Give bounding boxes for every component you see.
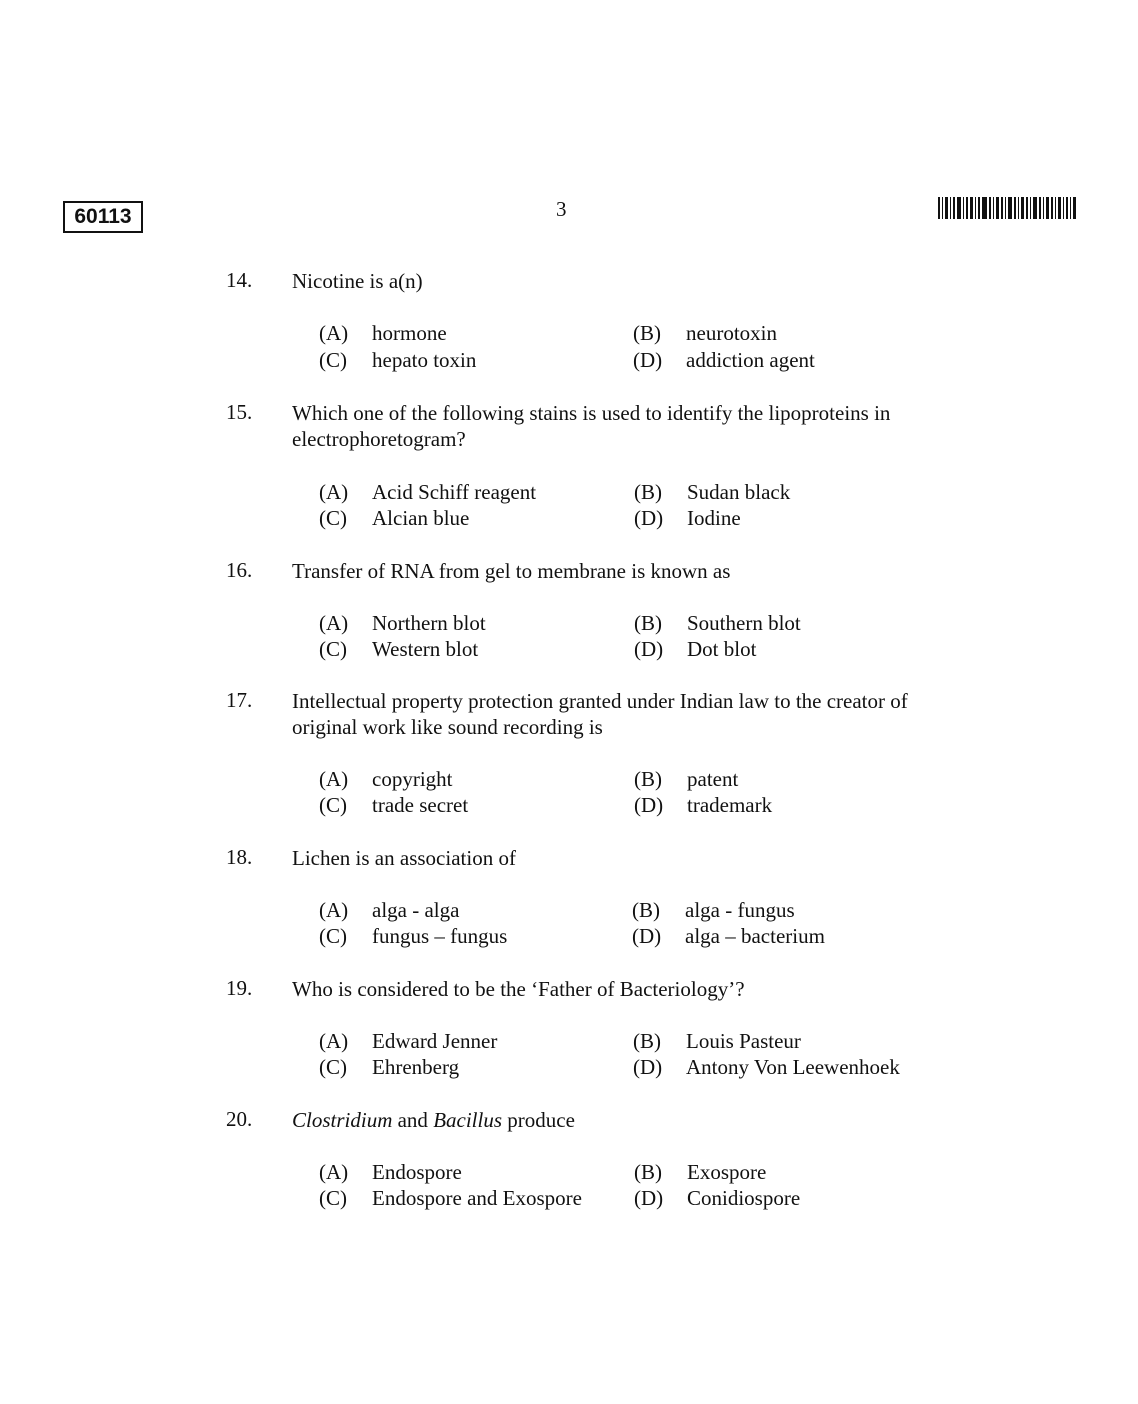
paper-code-box bbox=[63, 201, 143, 233]
option-letter: (D) bbox=[634, 506, 664, 530]
question-text-mid: and bbox=[392, 1108, 434, 1132]
option-letter: (A) bbox=[319, 898, 349, 922]
option-text: Southern blot bbox=[687, 611, 801, 635]
option-letter: (A) bbox=[319, 1160, 349, 1184]
option-letter: (C) bbox=[319, 793, 347, 817]
option-letter: (A) bbox=[319, 321, 349, 345]
question-text: Which one of the following stains is used to identify the lipoproteins in electrophoretogram? bbox=[292, 401, 891, 451]
option-text: hormone bbox=[372, 321, 447, 345]
option-text: Edward Jenner bbox=[372, 1029, 498, 1053]
barcode-icon bbox=[938, 197, 1076, 219]
question-number: 16. bbox=[226, 558, 253, 582]
question-text: Intellectual property protection granted under Indian law to the creator of original work like sound recording is bbox=[292, 689, 908, 739]
option-text: Ehrenberg bbox=[372, 1055, 460, 1079]
page-number: 3 bbox=[556, 197, 567, 221]
option-letter: (D) bbox=[634, 637, 664, 661]
option-letter: (C) bbox=[319, 348, 347, 372]
option-text: alga - fungus bbox=[685, 898, 795, 922]
option-text: Western blot bbox=[372, 637, 479, 661]
option-text: Louis Pasteur bbox=[686, 1029, 801, 1053]
question-text bbox=[292, 1107, 952, 1133]
option-text: hepato toxin bbox=[372, 348, 477, 372]
option-text: Antony Von Leewenhoek bbox=[686, 1055, 900, 1079]
question-text: Lichen is an association of bbox=[292, 846, 516, 870]
question-text: Transfer of RNA from gel to membrane is known as bbox=[292, 559, 731, 583]
option-text: addiction agent bbox=[686, 348, 815, 372]
question-number: 17. bbox=[226, 688, 253, 712]
option-text: trade secret bbox=[372, 793, 469, 817]
question-text: Nicotine is a(n) bbox=[292, 269, 423, 293]
option-text: Endospore and Exospore bbox=[372, 1186, 582, 1210]
question-number: 19. bbox=[226, 976, 253, 1000]
option-letter: (B) bbox=[634, 480, 662, 504]
option-text: Acid Schiff reagent bbox=[372, 480, 537, 504]
option-letter: (D) bbox=[632, 924, 662, 948]
option-text: Northern blot bbox=[372, 611, 486, 635]
option-text: Alcian blue bbox=[372, 506, 470, 530]
option-text: Conidiospore bbox=[687, 1186, 801, 1210]
italic-term-bacillus: Bacillus bbox=[433, 1108, 503, 1132]
italic-term-clostridium: Clostridium bbox=[292, 1108, 393, 1132]
question-number: 14. bbox=[226, 268, 253, 292]
option-text: Sudan black bbox=[687, 480, 791, 504]
option-letter: (C) bbox=[319, 924, 347, 948]
option-letter: (D) bbox=[634, 1186, 664, 1210]
question-text: Who is considered to be the ‘Father of Bacteriology’? bbox=[292, 977, 745, 1001]
option-text: Dot blot bbox=[687, 637, 757, 661]
option-text: trademark bbox=[687, 793, 773, 817]
option-text: Exospore bbox=[687, 1160, 767, 1184]
option-letter: (B) bbox=[634, 1160, 662, 1184]
question-number: 20. bbox=[226, 1107, 253, 1131]
question-number: 18. bbox=[226, 845, 253, 869]
option-letter: (B) bbox=[634, 767, 662, 791]
option-text: neurotoxin bbox=[686, 321, 777, 345]
option-letter: (B) bbox=[634, 611, 662, 635]
question-number: 15. bbox=[226, 400, 253, 424]
option-letter: (D) bbox=[633, 348, 663, 372]
option-letter: (B) bbox=[632, 898, 660, 922]
option-letter: (C) bbox=[319, 1055, 347, 1079]
paper-code: 60113 bbox=[74, 205, 132, 228]
option-text: fungus – fungus bbox=[372, 924, 508, 948]
option-letter: (B) bbox=[633, 321, 661, 345]
option-letter: (A) bbox=[319, 480, 349, 504]
option-text: alga – bacterium bbox=[685, 924, 825, 948]
option-letter: (B) bbox=[633, 1029, 661, 1053]
option-text: patent bbox=[687, 767, 739, 791]
option-text: Iodine bbox=[687, 506, 741, 530]
option-letter: (C) bbox=[319, 506, 347, 530]
option-letter: (D) bbox=[634, 793, 664, 817]
option-text: Endospore bbox=[372, 1160, 462, 1184]
option-letter: (C) bbox=[319, 637, 347, 661]
option-letter: (A) bbox=[319, 767, 349, 791]
option-letter: (A) bbox=[319, 611, 349, 635]
option-text: copyright bbox=[372, 767, 453, 791]
option-letter: (A) bbox=[319, 1029, 349, 1053]
option-text: alga - alga bbox=[372, 898, 460, 922]
option-letter: (C) bbox=[319, 1186, 347, 1210]
question-text-end: produce bbox=[502, 1108, 575, 1132]
option-letter: (D) bbox=[633, 1055, 663, 1079]
